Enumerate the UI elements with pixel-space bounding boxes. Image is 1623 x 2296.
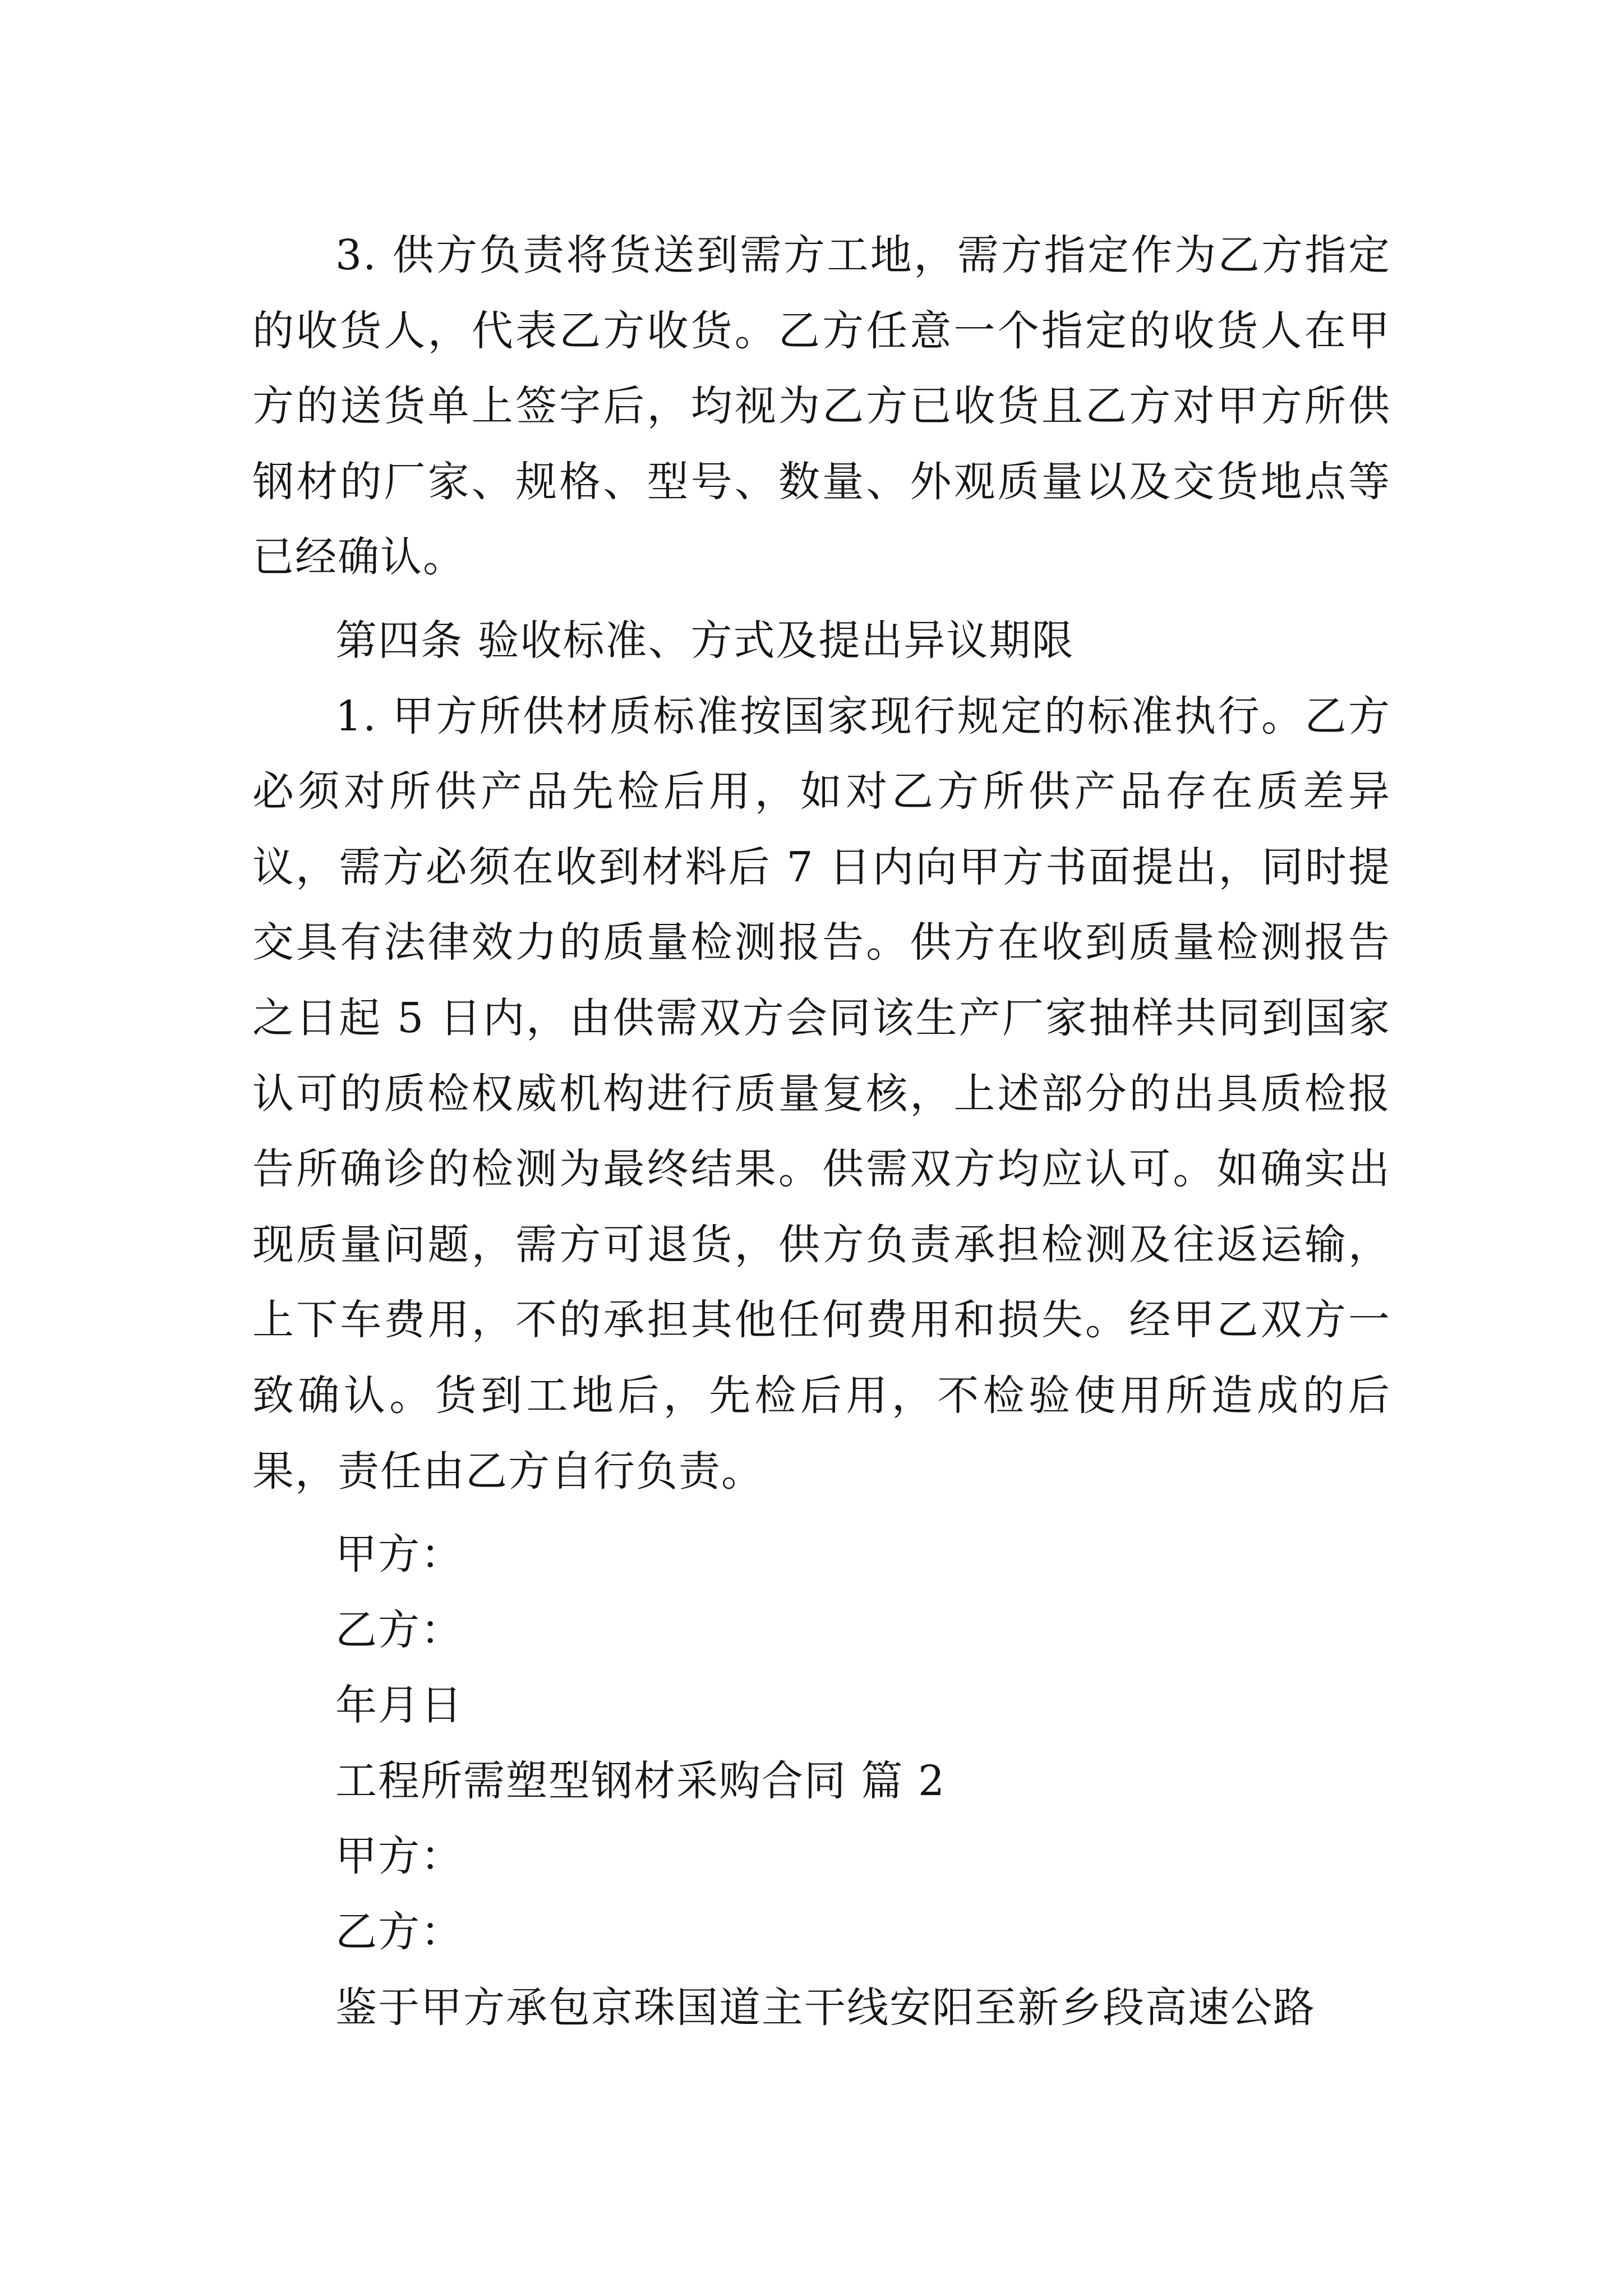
contract-2-party-b: 乙方： bbox=[335, 1908, 463, 1957]
party-b-signature-label: 乙方： bbox=[335, 1605, 463, 1654]
contract-2-party-a: 甲方： bbox=[335, 1832, 463, 1881]
party-a-signature-label: 甲方： bbox=[335, 1530, 463, 1579]
paragraph-delivery-receipt: 3. 供方负责将货送到需方工地，需方指定作为乙方指定的收货人，代表乙方收货。乙方任意一个指定的收货人在甲方的送货单上签字后，均视为乙方已收货且乙方对甲方所供钢材的厂家、规格、型号、数量、外观质量以及交货地点等已经确认。 bbox=[252, 231, 1391, 582]
signature-date: 年月日 bbox=[335, 1681, 463, 1730]
document-page bbox=[252, 218, 1391, 2045]
paragraph-quality-standard: 1. 甲方所供材质标准按国家现行规定的标准执行。乙方必须对所供产品先检后用，如对乙方所供产品存在质差异议，需方必须在收到材料后 7 日内向甲方书面提出，同时提交具有法律效力的质量检测报告。供方在收到质量检测报告之日起 5 日内，由供需双方会同该生产厂家抽样共同到国家认可的质检权威机构进行质量复核，上述部分的出具质检报告所确诊的检测为最终结果。供需双方均应认可。如确实出现质量问题，需方可退货，供方负责承担检测及往返运输，上下车费用，不的承担其他任何费用和损失。经甲乙双方一致确认。货到工地后，先检后用，不检验使用所造成的后果，责任由乙方自行负责。 bbox=[252, 692, 1391, 1496]
article-4-heading: 第四条 验收标准、方式及提出异议期限 bbox=[335, 616, 1075, 665]
contract-2-preamble: 鉴于甲方承包京珠国道主干线安阳至新乡段高速公路 bbox=[335, 1983, 1316, 2032]
contract-2-title: 工程所需塑型钢材采购合同 篇 2 bbox=[335, 1756, 946, 1805]
